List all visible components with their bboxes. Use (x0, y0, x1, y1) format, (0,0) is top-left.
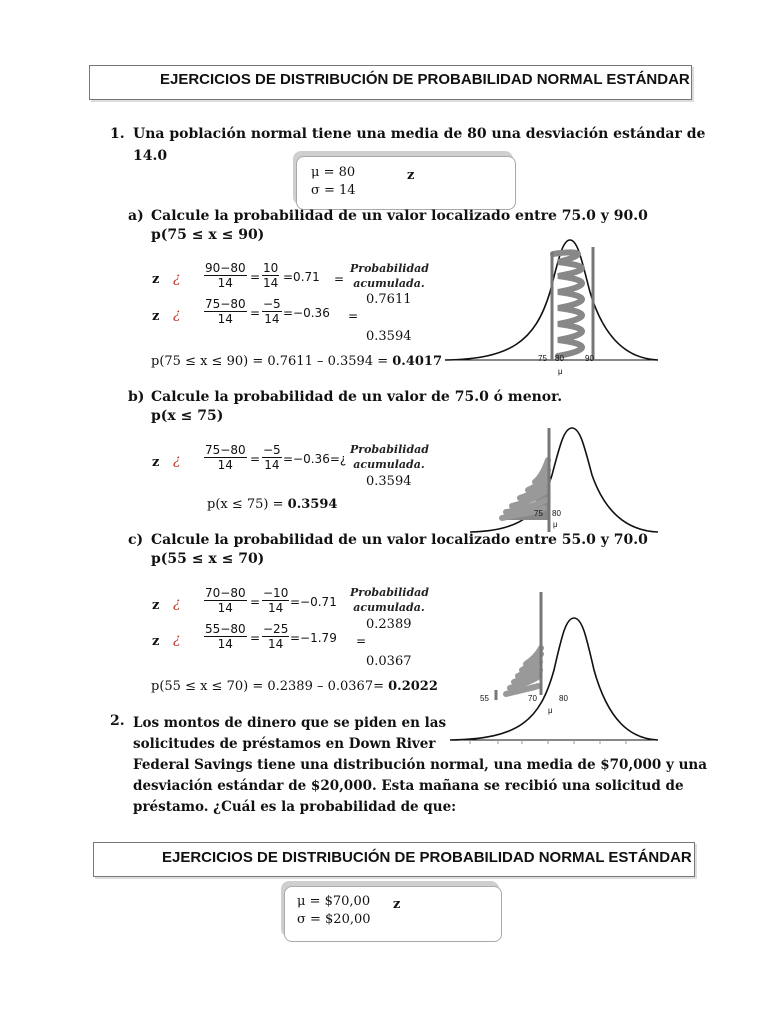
problem2-line2: solicitudes de préstamos en Down River (133, 736, 436, 752)
problem2-number: 2. (110, 713, 125, 729)
part-a-answer: p(75 ≤ x ≤ 90) = 0.7611 – 0.3594 = 0.4017 (151, 354, 443, 369)
mu-label: μ (558, 367, 563, 376)
part-b-prob-label: Probabilidad acumulada. (350, 443, 429, 471)
tick-80: 80 (555, 354, 564, 363)
tick-70: 70 (528, 694, 537, 703)
z-label: z (407, 168, 415, 183)
page-title: EJERCICIOS DE DISTRIBUCIÓN DE PROBABILIDAD NORMAL ESTÁNDAR (160, 71, 690, 88)
part-c-result2: =−1.79 (290, 631, 337, 645)
mean-value-2: μ = $70,00 (297, 894, 371, 909)
part-c-frac2: $\frac{55-80}{14}$ (205, 622, 246, 651)
part-c-expression: p(55 ≤ x ≤ 70) (151, 551, 265, 567)
part-c-z2: z (152, 634, 160, 649)
z-label-2: z (393, 897, 401, 912)
problem2-line1: Los montos de dinero que se piden en las (133, 715, 447, 731)
part-a-result1: =0.71 (283, 270, 320, 284)
mu-label: μ (548, 706, 553, 715)
part-b-letter: b) (128, 389, 145, 405)
tick-80: 80 (552, 509, 561, 518)
problem2-line5: préstamo. ¿Cuál es la probabilidad de que: (133, 799, 457, 815)
part-a-prob-label: Probabilidad acumulada. (350, 262, 429, 290)
part-a-text: Calcule la probabilidad de un valor localizado entre 75.0 y 90.0 (151, 208, 648, 224)
part-b-frac1: $\frac{75-80}{14}$ (205, 443, 246, 472)
tick-55: 55 (480, 694, 489, 703)
problem2-line4: desviación estándar de $20,000. Esta mañana se recibió una solicitud de (133, 778, 684, 794)
part-b-z1: z (152, 455, 160, 470)
part-a-frac1b: $\frac{10}{14}$ (263, 261, 279, 290)
tick-80: 80 (559, 694, 568, 703)
part-c-frac1b: $\frac{-10}{14}$ (263, 586, 289, 615)
part-a-frac1: $\frac{90-80}{14}$ (205, 261, 246, 290)
part-c-frac2b: $\frac{-25}{14}$ (263, 622, 289, 651)
problem2-params-box (284, 886, 502, 942)
part-c-letter: c) (128, 532, 144, 548)
tick-75: 75 (534, 509, 543, 518)
mean-value: μ = 80 (311, 165, 356, 180)
page-title-2: EJERCICIOS DE DISTRIBUCIÓN DE PROBABILIDAD NORMAL ESTÁNDAR (162, 849, 692, 866)
normal-curve-a (440, 232, 662, 382)
normal-curve-c (440, 590, 662, 750)
problem1-text-line2: 14.0 (133, 148, 168, 164)
part-c-val1: 0.2389 (366, 617, 412, 632)
part-a-frac2b: $\frac{-5}{14}$ (263, 297, 281, 326)
tick-75: 75 (538, 354, 547, 363)
sigma-value-2: σ = $20,00 (297, 912, 371, 927)
part-a-val2: 0.3594 (366, 329, 412, 344)
part-a-result2: =−0.36 (283, 306, 330, 320)
part-b-result1: =−0.36=¿ (283, 452, 347, 466)
mu-label: μ (553, 520, 558, 529)
part-b-expression: p(x ≤ 75) (151, 408, 224, 424)
part-b-text: Calcule la probabilidad de un valor de 75.0 ó menor. (151, 389, 563, 405)
part-a-frac2: $\frac{75-80}{14}$ (205, 297, 246, 326)
part-c-prob-label: Probabilidad acumulada. (350, 586, 429, 614)
part-c-frac1: $\frac{70-80}{14}$ (205, 586, 246, 615)
part-c-z1: z (152, 598, 160, 613)
part-b-frac1b: $\frac{-5}{14}$ (263, 443, 281, 472)
part-b-answer: p(x ≤ 75) = 0.3594 (207, 497, 338, 512)
problem2-line3: Federal Savings tiene una distribución normal, una media de $70,000 y una (133, 757, 707, 773)
part-a-val1: 0.7611 (366, 292, 412, 307)
part-a-expression: p(75 ≤ x ≤ 90) (151, 227, 265, 243)
problem1-params-box (296, 156, 516, 210)
problem1-number: 1. (110, 126, 125, 142)
part-a-q1: ¿ (173, 270, 181, 286)
header-title-box (89, 65, 692, 100)
part-b-q1: ¿ (173, 452, 181, 468)
part-a-letter: a) (128, 208, 144, 224)
header-title-box-2 (93, 842, 695, 877)
part-a-z1: z (152, 272, 160, 287)
problem1-text-line1: Una población normal tiene una media de 80 una desviación estándar de (133, 126, 706, 142)
sigma-value: σ = 14 (311, 183, 356, 198)
tick-90: 90 (585, 354, 594, 363)
part-c-result1: =−0.71 (290, 595, 337, 609)
part-c-text: Calcule la probabilidad de un valor localizado entre 55.0 y 70.0 (151, 532, 648, 548)
part-b-val1: 0.3594 (366, 474, 412, 489)
part-c-q2: ¿ (173, 631, 181, 647)
part-c-answer: p(55 ≤ x ≤ 70) = 0.2389 – 0.0367= 0.2022 (151, 679, 438, 694)
part-c-val2: 0.0367 (366, 654, 412, 669)
part-c-q1: ¿ (173, 595, 181, 611)
part-a-z2: z (152, 309, 160, 324)
part-a-q2: ¿ (173, 306, 181, 322)
